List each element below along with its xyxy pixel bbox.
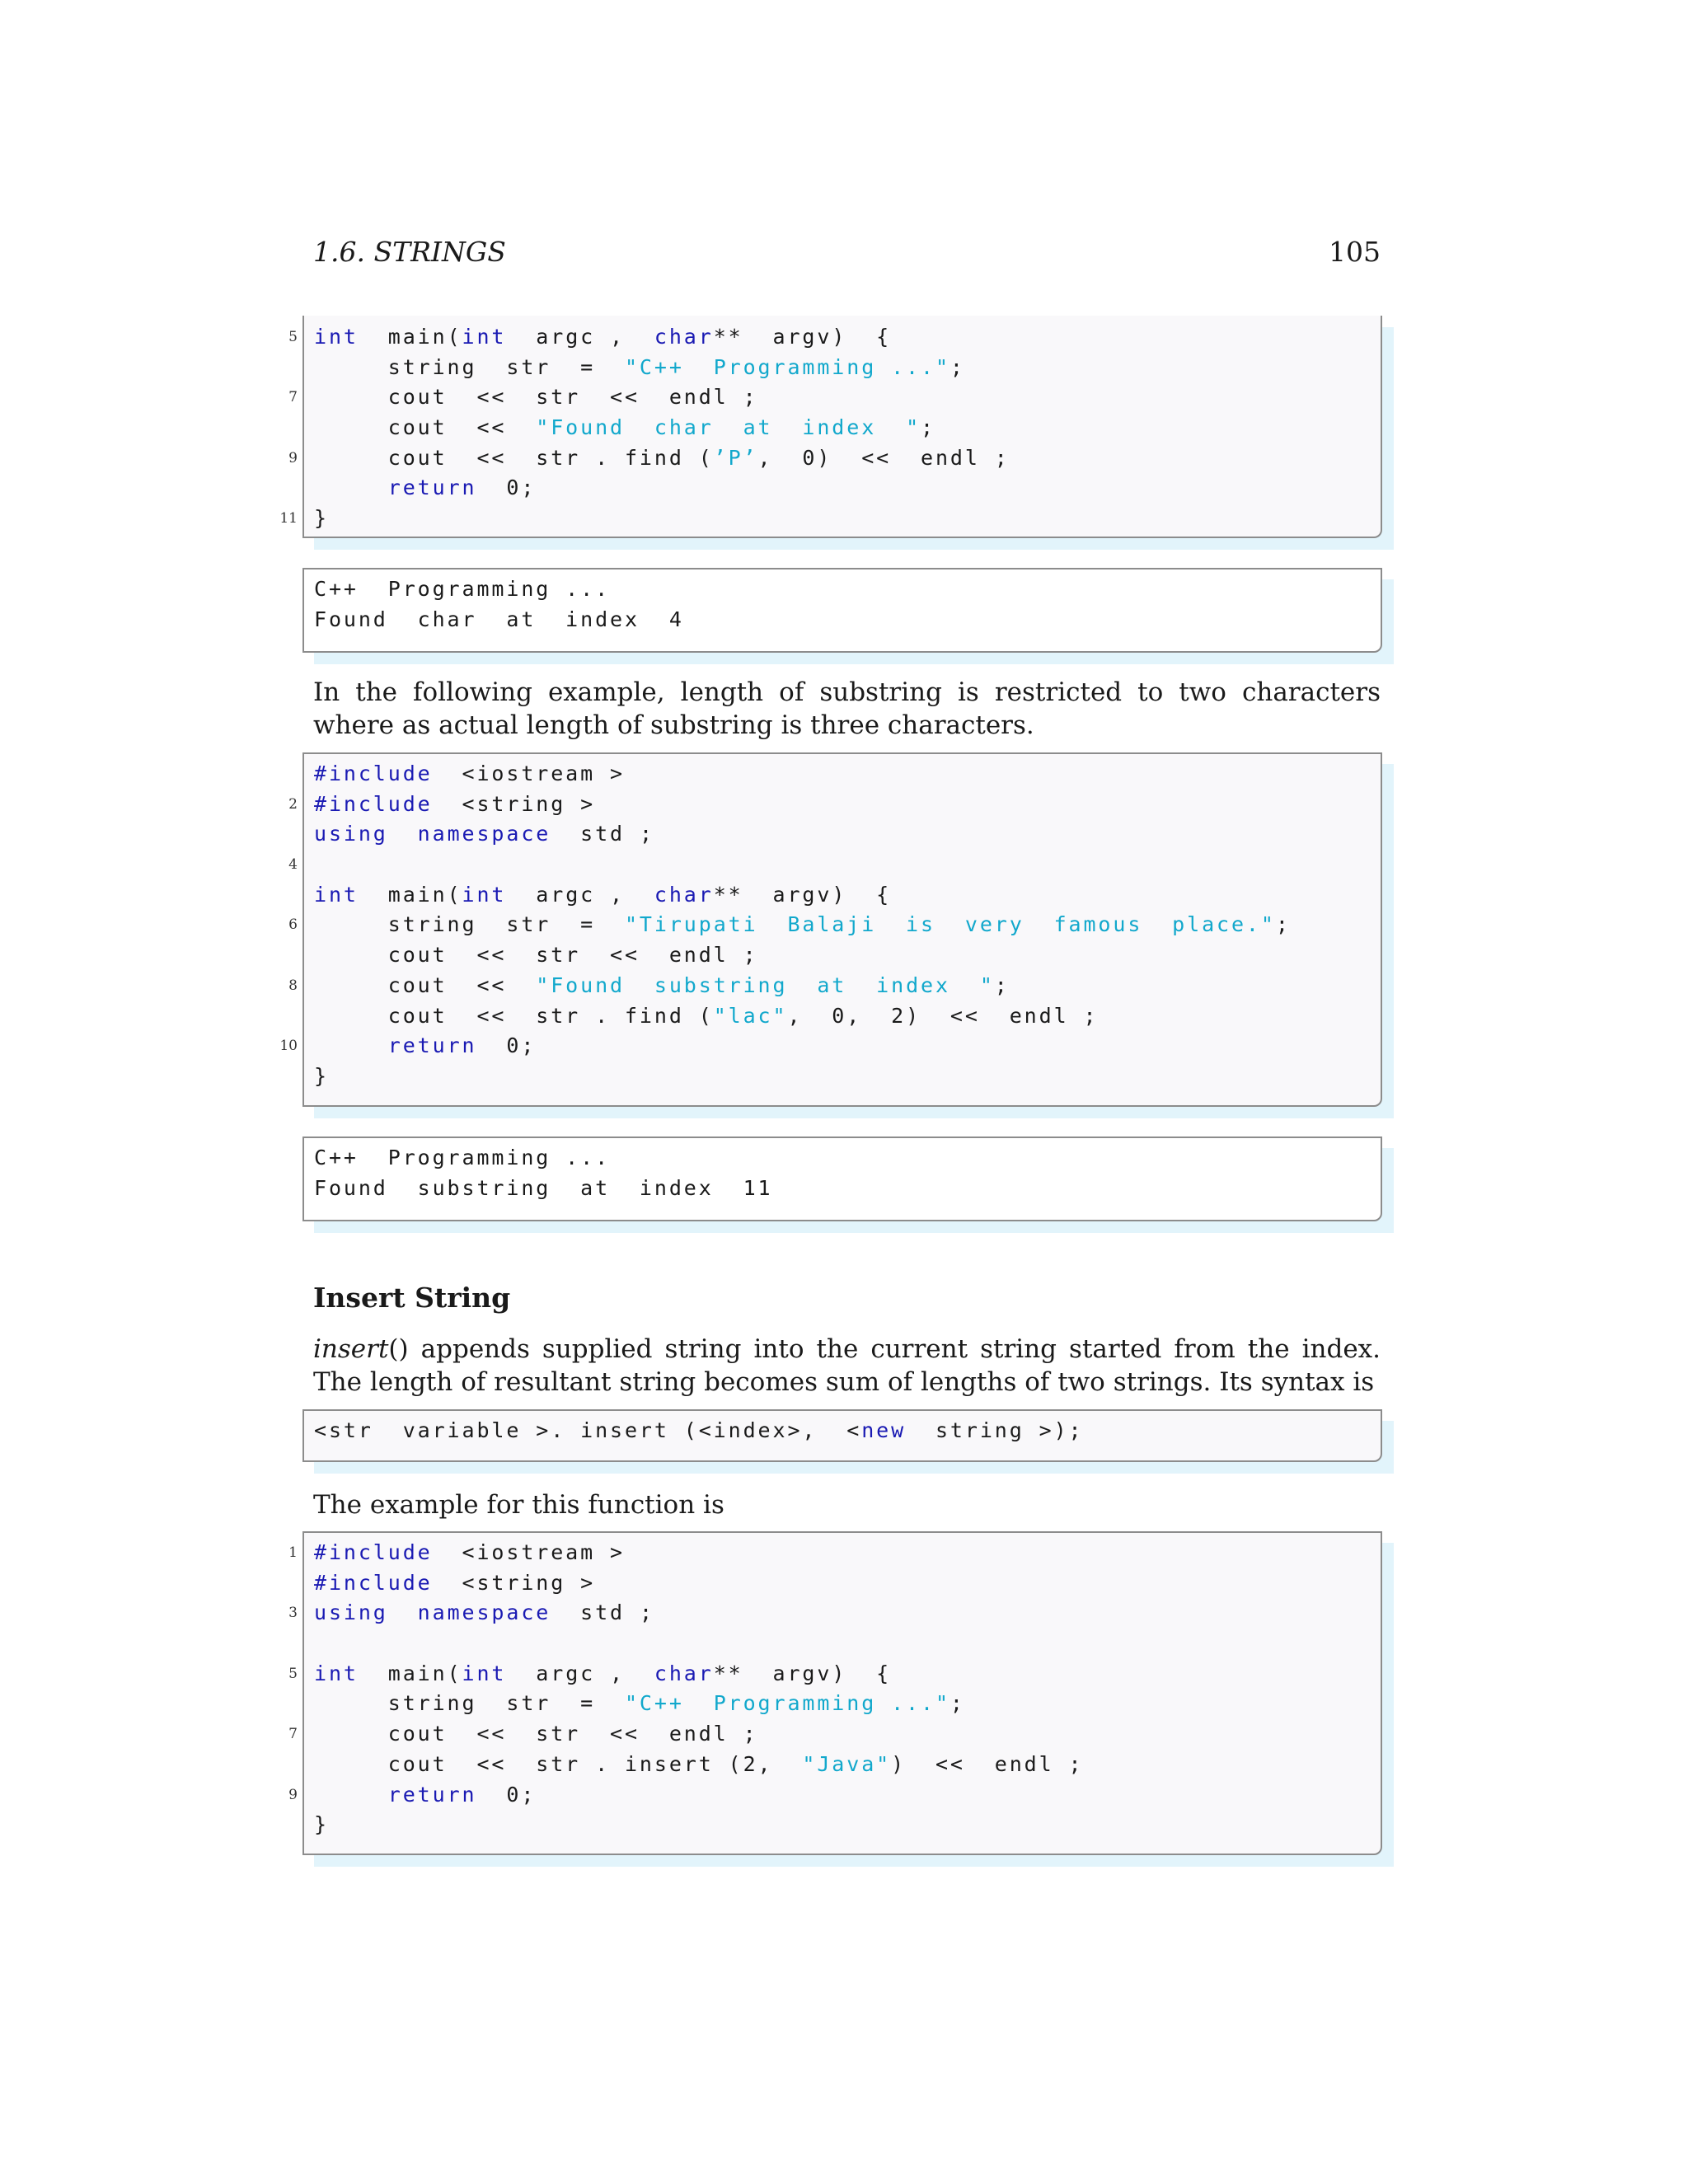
code-line bbox=[288, 971, 1374, 1001]
code-text: cout << str << endl ; bbox=[314, 943, 758, 968]
code-keyword: #include bbox=[314, 791, 433, 816]
code-text: cout << str . find ( bbox=[314, 445, 714, 470]
code-text bbox=[314, 476, 388, 499]
code-keyword: #include bbox=[314, 1570, 433, 1595]
page-number: 105 bbox=[1329, 236, 1381, 268]
code-string-literal: "Tirupati Balaji is very famous place." bbox=[624, 912, 1276, 937]
code-string-literal: "Java" bbox=[802, 1751, 892, 1776]
code-text: 0; bbox=[476, 476, 537, 500]
section-heading: Insert String bbox=[313, 1282, 511, 1314]
code-lines bbox=[288, 1538, 1374, 1840]
code-line bbox=[288, 1780, 1374, 1811]
code-keyword: return bbox=[387, 1782, 477, 1807]
code-keyword: int bbox=[462, 325, 507, 349]
code-keyword: int bbox=[462, 882, 507, 907]
code-text: cout << bbox=[314, 972, 537, 997]
output-lines bbox=[314, 574, 1374, 635]
code-text: string str = bbox=[314, 912, 625, 937]
code-text: main( bbox=[358, 1661, 462, 1685]
line-number: 1 bbox=[288, 1544, 298, 1561]
code-text: std ; bbox=[551, 822, 654, 846]
paragraph-example-intro: The example for this function is bbox=[313, 1490, 724, 1520]
code-text: argc , bbox=[506, 882, 654, 907]
code-line bbox=[288, 1659, 1374, 1690]
code-keyword: namespace bbox=[417, 822, 551, 846]
code-line bbox=[314, 353, 1374, 383]
output-box-find-char bbox=[302, 568, 1382, 653]
code-text: } bbox=[314, 1063, 329, 1088]
code-keyword: using bbox=[314, 1601, 388, 1625]
code-string-literal: "C++ Programming ..." bbox=[624, 1691, 950, 1716]
code-text: ** argv) { bbox=[713, 882, 892, 907]
code-line bbox=[314, 1629, 1374, 1659]
code-line bbox=[314, 880, 1374, 911]
code-text: ) << endl ; bbox=[891, 1751, 1084, 1776]
code-line bbox=[314, 759, 1374, 790]
code-line bbox=[288, 790, 1374, 820]
code-line bbox=[288, 1538, 1374, 1568]
code-line bbox=[314, 473, 1374, 504]
code-text: cout << bbox=[314, 415, 537, 440]
code-line bbox=[288, 850, 1374, 880]
line-number: 2 bbox=[288, 795, 298, 813]
code-text: ; bbox=[1275, 912, 1291, 937]
paragraph-insert-description bbox=[313, 1333, 1381, 1399]
code-keyword: return bbox=[387, 1033, 477, 1058]
code-text: <str variable >. insert (<index>, < bbox=[314, 1418, 862, 1442]
code-text: ** argv) { bbox=[713, 325, 892, 349]
code-text: ; bbox=[994, 972, 1010, 997]
code-text: string >); bbox=[906, 1418, 1084, 1442]
line-number: 6 bbox=[288, 916, 298, 934]
code-text: ** argv) { bbox=[713, 1661, 892, 1685]
code-text: , 0) << endl ; bbox=[757, 445, 1010, 470]
code-listing-find-substring bbox=[279, 752, 1382, 1107]
code-line bbox=[314, 819, 1374, 850]
code-text: cout << str . find ( bbox=[314, 1003, 714, 1028]
code-keyword: int bbox=[314, 1661, 359, 1685]
output-line: Found char at index 4 bbox=[314, 607, 684, 631]
code-line bbox=[314, 1416, 1374, 1446]
code-keyword: using bbox=[314, 822, 388, 846]
code-keyword: #include bbox=[314, 762, 433, 785]
code-string-literal: "lac" bbox=[713, 1003, 788, 1028]
code-text: string str = bbox=[314, 354, 625, 379]
code-keyword: namespace bbox=[417, 1601, 551, 1625]
code-line bbox=[314, 1810, 1374, 1840]
code-line bbox=[288, 1719, 1374, 1750]
output-box-find-substring bbox=[302, 1137, 1382, 1221]
code-keyword: int bbox=[314, 325, 359, 349]
code-text bbox=[388, 822, 418, 846]
code-keyword: return bbox=[387, 476, 477, 500]
line-number: 5 bbox=[288, 329, 298, 345]
code-string-literal: "C++ Programming ..." bbox=[624, 354, 950, 379]
code-string-literal: ’P’ bbox=[713, 445, 758, 470]
code-lines bbox=[279, 759, 1374, 1092]
code-line bbox=[288, 382, 1374, 413]
code-text: cout << str . insert (2, bbox=[314, 1751, 803, 1776]
code-text bbox=[314, 1033, 388, 1057]
code-text bbox=[314, 1783, 388, 1807]
code-line bbox=[314, 1750, 1374, 1780]
line-number: 7 bbox=[288, 1726, 298, 1743]
line-number: 11 bbox=[279, 510, 298, 527]
code-text: main( bbox=[358, 325, 462, 349]
code-text: <string > bbox=[432, 791, 596, 816]
line-number: 8 bbox=[288, 977, 298, 994]
chapter-section-title: 1.6. STRINGS bbox=[313, 236, 506, 268]
paragraph-text: () appends supplied string into the current string started from the index. The length of resultant string becomes sum of lengths of two strings. Its syntax is bbox=[313, 1334, 1381, 1397]
code-line bbox=[314, 1001, 1374, 1032]
code-text: 0; bbox=[476, 1033, 537, 1058]
code-line bbox=[279, 504, 1374, 534]
code-text: argc , bbox=[506, 325, 654, 349]
code-line bbox=[314, 1568, 1374, 1599]
code-text: cout << str << endl ; bbox=[314, 1722, 758, 1746]
running-header bbox=[313, 236, 1381, 272]
line-number: 9 bbox=[288, 449, 298, 466]
code-text bbox=[388, 1601, 418, 1624]
output-line: Found substring at index 11 bbox=[314, 1175, 773, 1200]
code-keyword: int bbox=[314, 882, 359, 907]
code-line bbox=[314, 413, 1374, 443]
syntax-box bbox=[302, 1409, 1382, 1462]
line-number: 3 bbox=[288, 1605, 298, 1622]
paragraph-substring-example: In the following example, length of substring is restricted to two characters where as actual length of substring is three characters. bbox=[313, 677, 1381, 740]
line-number: 4 bbox=[288, 856, 298, 874]
code-line bbox=[288, 1598, 1374, 1629]
code-text: argc , bbox=[506, 1661, 654, 1685]
line-number: 10 bbox=[279, 1038, 298, 1055]
code-line bbox=[288, 322, 1374, 353]
code-keyword: new bbox=[861, 1418, 907, 1442]
code-text: ; bbox=[950, 354, 965, 379]
code-listing-insert bbox=[288, 1531, 1382, 1855]
code-text: <iostream > bbox=[432, 762, 625, 785]
code-keyword: char bbox=[654, 1661, 714, 1685]
code-line bbox=[279, 1031, 1374, 1062]
code-string-literal: "Found substring at index " bbox=[536, 972, 995, 997]
code-string-literal: "Found char at index " bbox=[536, 415, 921, 440]
output-line: C++ Programming ... bbox=[314, 1146, 611, 1169]
code-text: string str = bbox=[314, 1691, 625, 1716]
code-text: , 0, 2) << endl ; bbox=[787, 1003, 1099, 1028]
code-text: ; bbox=[921, 415, 935, 440]
code-line bbox=[314, 1689, 1374, 1719]
code-keyword: char bbox=[654, 325, 714, 349]
code-text: <iostream > bbox=[432, 1540, 625, 1564]
code-text: cout << str << endl ; bbox=[314, 385, 758, 410]
code-keyword: char bbox=[654, 882, 714, 907]
code-line bbox=[288, 910, 1374, 940]
output-line: C++ Programming ... bbox=[314, 577, 611, 601]
code-line bbox=[288, 443, 1374, 474]
code-lines bbox=[314, 1416, 1374, 1446]
function-name: insert bbox=[313, 1334, 389, 1364]
line-number: 7 bbox=[288, 389, 298, 406]
code-text: 0; bbox=[476, 1782, 537, 1807]
code-keyword: int bbox=[462, 1661, 507, 1685]
output-lines bbox=[314, 1143, 1374, 1203]
code-text: } bbox=[314, 1812, 329, 1837]
code-text: ; bbox=[950, 1691, 965, 1716]
line-number: 5 bbox=[288, 1665, 298, 1682]
code-text: } bbox=[314, 506, 329, 531]
code-lines bbox=[279, 322, 1374, 534]
code-text: main( bbox=[358, 882, 462, 907]
code-line bbox=[314, 1062, 1374, 1092]
line-number: 9 bbox=[288, 1786, 298, 1803]
code-listing-find-char bbox=[279, 316, 1382, 538]
code-text: <string > bbox=[432, 1570, 596, 1595]
code-line bbox=[314, 940, 1374, 971]
code-keyword: #include bbox=[314, 1540, 433, 1564]
code-text: std ; bbox=[551, 1601, 654, 1625]
